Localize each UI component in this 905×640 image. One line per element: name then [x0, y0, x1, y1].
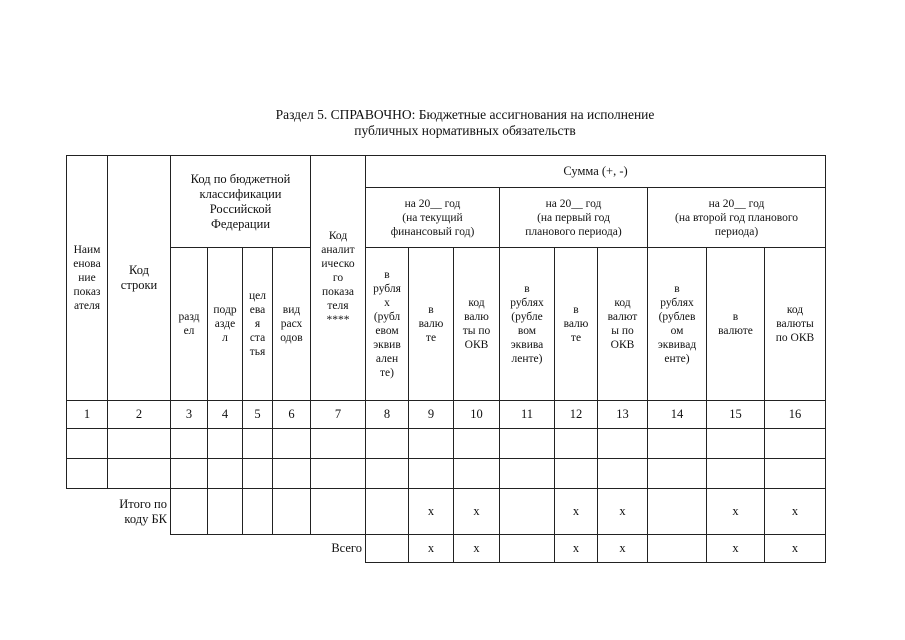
x-mark: x	[765, 489, 826, 535]
header-rub-3: в рублях (рублев ом эквивад енте)	[648, 248, 707, 401]
column-number-row	[67, 401, 826, 429]
header-bk-group: Код по бюджетной классификации Российской Федерации	[171, 156, 311, 248]
header-rub-1: в рубля х (рубл евом эквив ален те)	[366, 248, 409, 401]
vsego-label: Всего	[331, 541, 362, 556]
header-okv-3: код валюты по ОКВ	[765, 248, 826, 401]
itogo-label: Итого по коду БК	[119, 496, 167, 526]
header-subsection: подр азде л	[208, 248, 243, 401]
column-number: 9	[409, 401, 454, 429]
header-year-first-plan: на 20__ год (на первый год планового периода)	[500, 188, 648, 248]
column-number: 1	[67, 401, 108, 429]
x-mark: x	[555, 489, 598, 535]
header-currency-1: в валю те	[409, 248, 454, 401]
header-analytic-code: Код аналит ическо го показа теля ****	[311, 156, 366, 401]
section-title	[230, 107, 700, 139]
column-number: 3	[171, 401, 208, 429]
x-mark: x	[409, 535, 454, 563]
section-title-line1: Раздел 5. СПРАВОЧНО: Бюджетные ассигнования на исполнение	[275, 107, 655, 122]
x-mark: x	[555, 535, 598, 563]
section-title-line2: публичных нормативных обязательств	[354, 123, 576, 138]
header-year-current: на 20__ год (на текущий финансовый год)	[366, 188, 500, 248]
x-mark: x	[409, 489, 454, 535]
column-number: 6	[273, 401, 311, 429]
column-number: 5	[243, 401, 273, 429]
column-number: 16	[765, 401, 826, 429]
header-currency-3: в валюте	[707, 248, 765, 401]
x-mark: x	[765, 535, 826, 563]
column-number: 12	[555, 401, 598, 429]
header-okv-2: код валют ы по ОКВ	[598, 248, 648, 401]
header-target-article: цел ева я ста тья	[243, 248, 273, 401]
x-mark: x	[454, 535, 500, 563]
vsego-row	[67, 535, 826, 563]
x-mark: x	[598, 535, 648, 563]
column-number: 11	[500, 401, 555, 429]
table-row	[67, 429, 826, 459]
column-number: 8	[366, 401, 409, 429]
column-number: 15	[707, 401, 765, 429]
header-sum-group: Сумма (+, -)	[366, 156, 826, 188]
column-number: 2	[108, 401, 171, 429]
column-number: 14	[648, 401, 707, 429]
column-number: 10	[454, 401, 500, 429]
x-mark: x	[707, 489, 765, 535]
column-number: 7	[311, 401, 366, 429]
header-year-second-plan: на 20__ год (на второй год планового периода)	[648, 188, 826, 248]
header-expense-type: вид расх одов	[273, 248, 311, 401]
itogo-row	[67, 489, 826, 535]
header-section: разд ел	[171, 248, 208, 401]
header-okv-1: код валю ты по ОКВ	[454, 248, 500, 401]
column-number: 4	[208, 401, 243, 429]
header-rub-2: в рублях (рубле вом эквива ленте)	[500, 248, 555, 401]
table-row	[67, 459, 826, 489]
header-currency-2: в валю те	[555, 248, 598, 401]
report-table	[66, 155, 826, 563]
column-number: 13	[598, 401, 648, 429]
x-mark: x	[598, 489, 648, 535]
x-mark: x	[454, 489, 500, 535]
header-indicator-name: Наим енова ние показ ателя	[67, 156, 108, 401]
header-row-code: Код строки	[108, 156, 171, 401]
x-mark: x	[707, 535, 765, 563]
